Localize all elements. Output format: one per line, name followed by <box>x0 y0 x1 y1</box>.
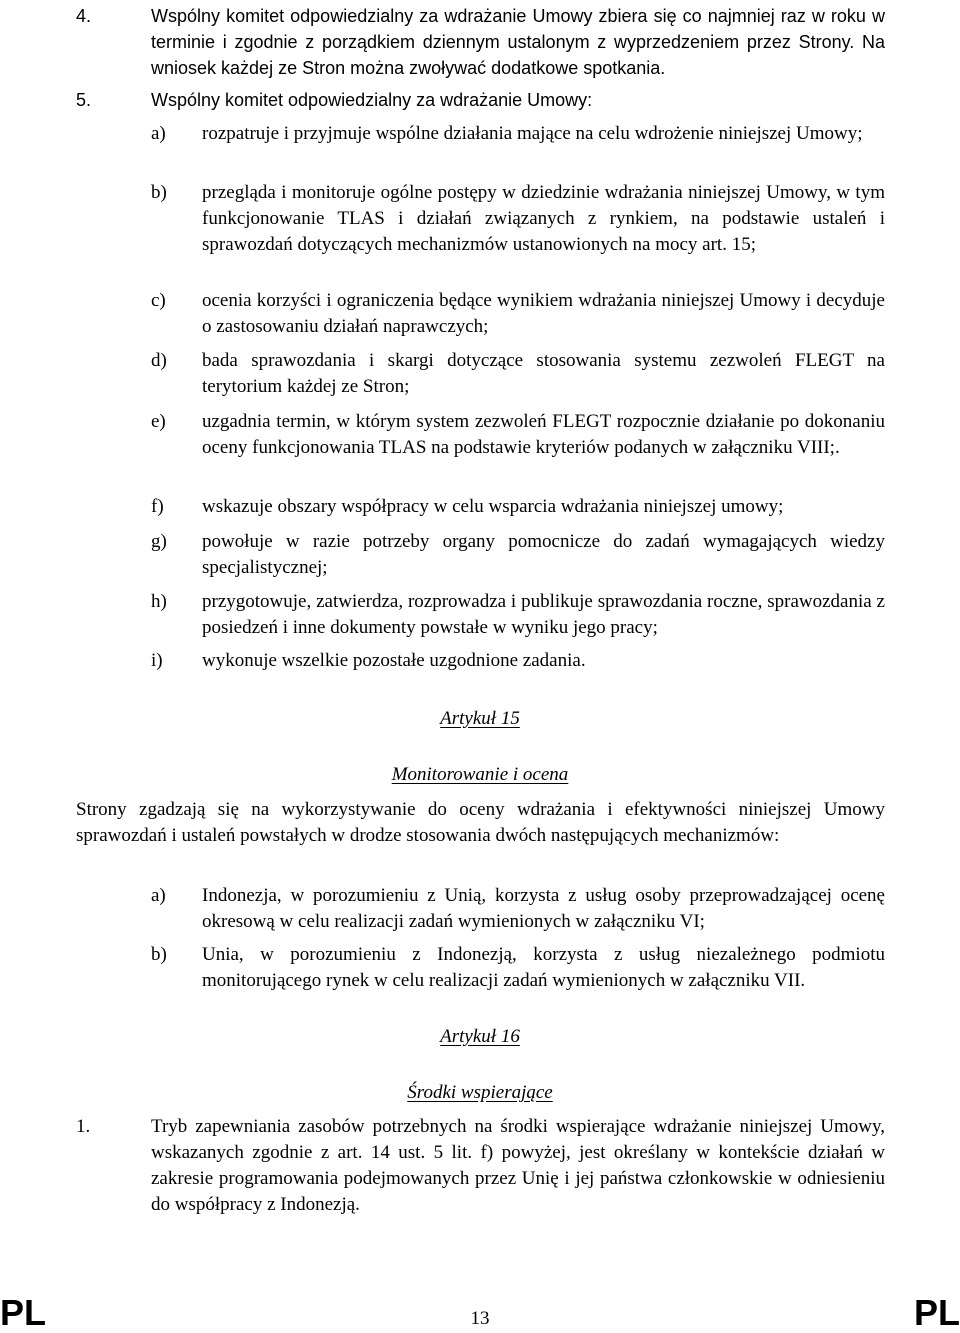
footer-lang-right: PL <box>913 1292 960 1333</box>
item-5-sub-d-letter: d) <box>151 350 167 371</box>
item-5-sub-h-text: przygotowuje, zatwierdza, rozprowadza i publikuje sprawozdania roczne, sprawozdania z posiedzeń i inne dokumenty powstałe w wyniku jego pracy; <box>202 591 885 638</box>
item-5-text: Wspólny komitet odpowiedzialny za wdrażanie Umowy: <box>151 90 593 110</box>
item-5-number: 5. <box>76 90 92 110</box>
footer-lang-left: PL <box>0 1292 47 1333</box>
article-15-title: Artykuł 15 <box>440 708 520 729</box>
item-5-sub-i-letter: i) <box>151 650 163 671</box>
article-15-sub-b-text: Unia, w porozumieniu z Indonezją, korzysta z usług niezależnego podmiotu monitorującego rynek w celu realizacji zadań wymienionych w załączniku VII. <box>202 944 885 991</box>
item-5-sub-f-letter: f) <box>151 496 164 517</box>
article-16-title: Artykuł 16 <box>440 1026 520 1047</box>
item-5-sub-f-text: wskazuje obszary współpracy w celu wsparcia wdrażania niniejszej umowy; <box>202 496 784 517</box>
article-16-item-1-text: Tryb zapewniania zasobów potrzebnych na środki wspierające wdrażanie niniejszej Umowy, wskazanych zgodnie z art. 14 ust. 5 lit. f) powyżej, jest określany w kontekście działań w zakresie programowania podejmowanych przez Unię i jej państwa członkowskie w odniesieniu do współpracy z Indonezją. <box>151 1116 885 1215</box>
item-5-sub-h-letter: h) <box>151 591 167 612</box>
item-5-sub-b-letter: b) <box>151 182 167 203</box>
article-16-item-1-number: 1. <box>76 1116 91 1137</box>
article-16-subtitle: Środki wspierające <box>407 1082 553 1103</box>
item-5-sub-e-letter: e) <box>151 411 166 432</box>
item-4-text: Wspólny komitet odpowiedzialny za wdrażanie Umowy zbiera się co najmniej raz w roku w terminie i zgodnie z porządkiem dziennym ustalonym z wyprzedzeniem przez Strony. Na wniosek każdej ze Stron można zwoływać dodatkowe spotkania. <box>151 6 885 78</box>
item-5-sub-a-letter: a) <box>151 123 166 144</box>
article-15-intro: Strony zgadzają się na wykorzystywanie do oceny wdrażania i efektywności niniejszej Umowy sprawozdań i ustaleń powstałych w drodze stosowania dwóch następujących mechanizmów: <box>76 799 885 846</box>
item-5-sub-d-text: bada sprawozdania i skargi dotyczące stosowania systemu zezwoleń FLEGT na terytorium każdej ze Stron; <box>202 350 885 397</box>
article-15-subtitle: Monitorowanie i ocena <box>391 764 569 785</box>
item-5-sub-e-text: uzgadnia termin, w którym system zezwoleń FLEGT rozpocznie działanie po dokonaniu oceny funkcjonowania TLAS na podstawie kryteriów podanych w załączniku VIII;. <box>202 411 885 458</box>
item-4-number: 4. <box>76 6 92 26</box>
item-5-sub-c-text: ocenia korzyści i ograniczenia będące wynikiem wdrażania niniejszej Umowy i decyduje o zastosowaniu działań naprawczych; <box>202 290 885 337</box>
item-5-sub-i-text: wykonuje wszelkie pozostałe uzgodnione zadania. <box>202 650 586 671</box>
item-5-sub-a-text: rozpatruje i przyjmuje wspólne działania mające na celu wdrożenie niniejszej Umowy; <box>202 123 863 144</box>
article-15-sub-b-letter: b) <box>151 944 167 965</box>
page-number: 13 <box>470 1308 490 1329</box>
item-5-sub-c-letter: c) <box>151 290 166 311</box>
item-5-sub-g-text: powołuje w razie potrzeby organy pomocnicze do zadań wymagających wiedzy specjalistycznej; <box>202 531 885 578</box>
item-5-sub-b-text: przegląda i monitoruje ogólne postępy w dziedzinie wdrażania niniejszej Umowy, w tym funkcjonowanie TLAS i działań związanych z rynkiem, na podstawie ustaleń i sprawozdań dotyczących mechanizmów ustanowionych na mocy art. 15; <box>202 182 885 255</box>
item-5-sub-g-letter: g) <box>151 531 167 552</box>
article-15-sub-a-letter: a) <box>151 885 166 906</box>
article-15-sub-a-text: Indonezja, w porozumieniu z Unią, korzysta z usług osoby przeprowadzającej ocenę okresową w celu realizacji zadań wymienionych w załączniku VI; <box>202 885 885 932</box>
